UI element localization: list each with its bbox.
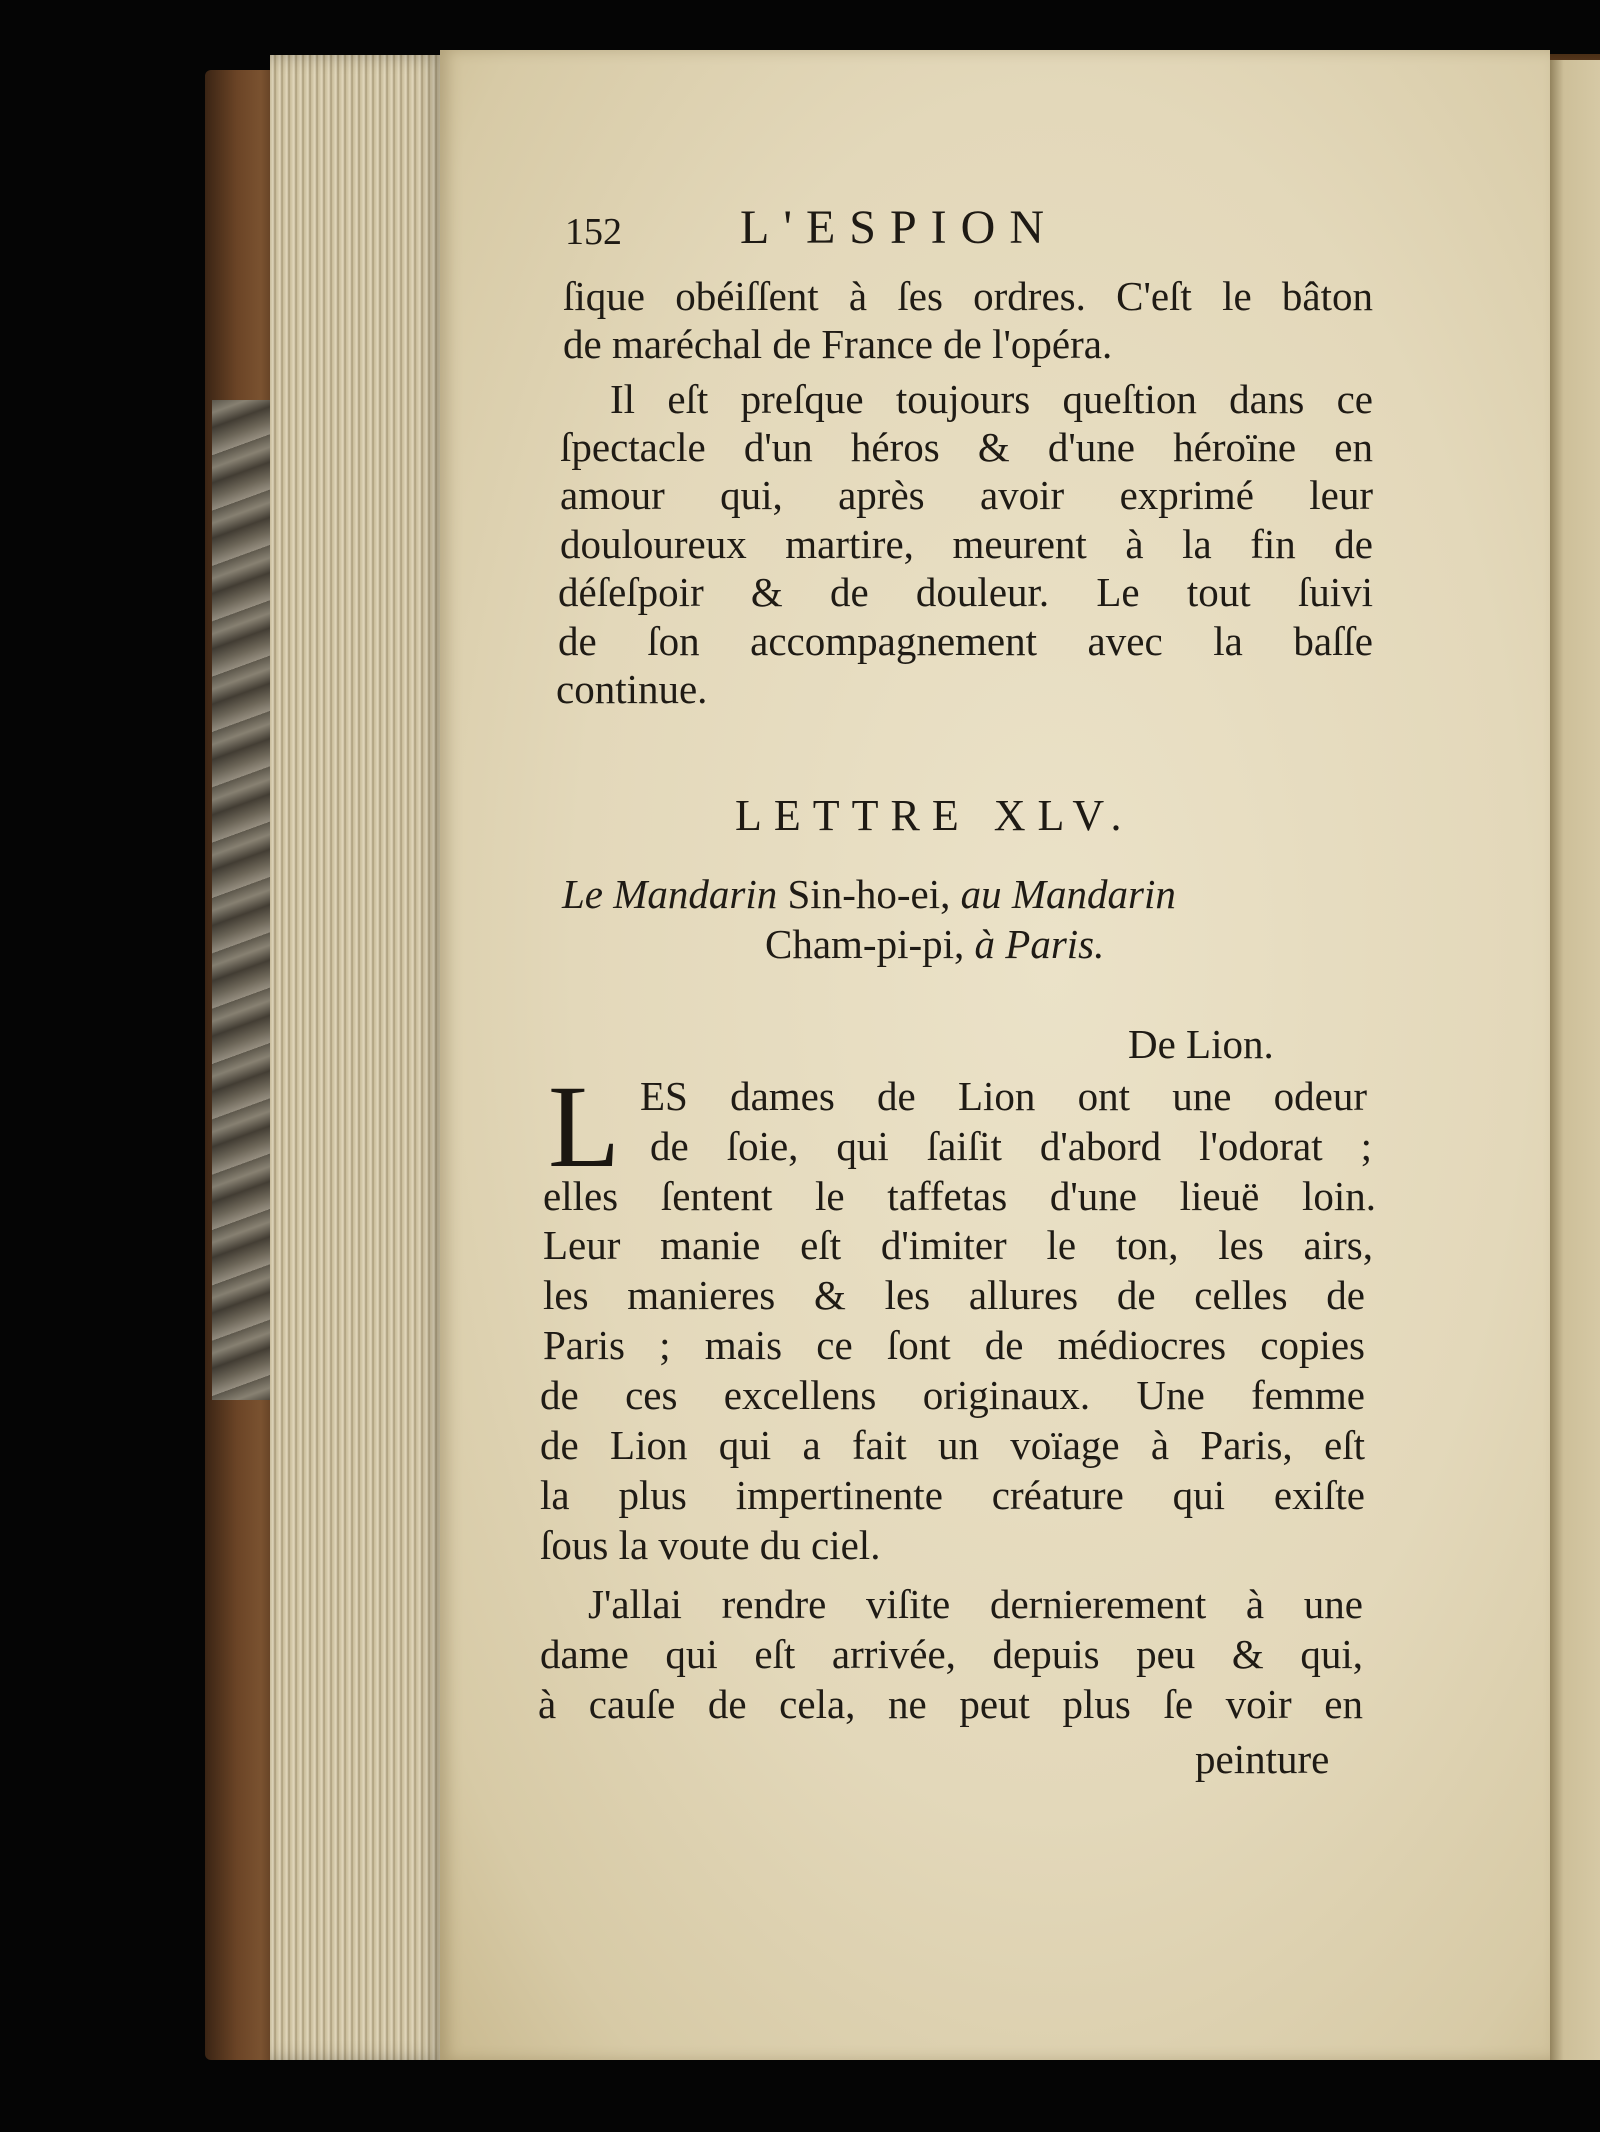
address-recipient: Cham-pi-pi,: [765, 921, 975, 967]
text-line: amour qui, après avoir exprimé leur: [560, 472, 1373, 518]
text-line: la plus impertinente créature qui exiſte: [540, 1472, 1365, 1518]
page-edges: [270, 55, 445, 2060]
running-title: L'ESPION: [740, 201, 1058, 254]
catchword: peinture: [1195, 1736, 1330, 1782]
facing-page-edge: [1548, 60, 1600, 2060]
text-line: de ces excellens originaux. Une femme: [540, 1372, 1365, 1418]
text-line: à cauſe de cela, ne peut plus ſe voir en: [538, 1681, 1363, 1727]
text-line: elles ſentent le taffetas d'une lieuë loin.: [543, 1173, 1376, 1219]
text-line: ES dames de Lion ont une odeur: [640, 1073, 1367, 1119]
text-line: Leur manie eſt d'imiter le ton, les airs,: [543, 1222, 1373, 1268]
address-place: à Paris.: [974, 921, 1105, 967]
text-line: ſpectacle d'un héros & d'une héroïne en: [560, 424, 1373, 470]
text-line: de maréchal de France de l'opéra.: [563, 321, 1113, 367]
text-line: ſous la voute du ciel.: [540, 1522, 881, 1568]
text-line: continue.: [556, 666, 708, 712]
address-title: Le Mandarin: [562, 871, 778, 917]
text-line: J'allai rendre viſite dernierement à une: [588, 1581, 1363, 1627]
text-line: ſique obéiſſent à ſes ordres. C'eſt le bâton: [563, 273, 1373, 319]
letter-title: LETTRE XLV.: [735, 791, 1134, 840]
text-line: Il eſt preſque toujours queſtion dans ce: [610, 376, 1373, 422]
address-line: [765, 920, 1104, 968]
dateline: De Lion.: [1128, 1021, 1274, 1067]
address-recipient-title: au Mandarin: [960, 871, 1176, 917]
text-line: douloureux martire, meurent à la fin de: [560, 521, 1373, 567]
text-line: dame qui eſt arrivée, depuis peu & qui,: [540, 1631, 1363, 1677]
text-line: déſeſpoir & de douleur. Le tout ſuivi: [558, 569, 1373, 615]
text-line: de ſon accompagnement avec la baſſe: [558, 618, 1373, 664]
page-number: 152: [565, 211, 622, 253]
text-line: de ſoie, qui ſaiſit d'abord l'odorat ;: [650, 1123, 1372, 1169]
text-line: Paris ; mais ce ſont de médiocres copies: [543, 1322, 1365, 1368]
address-line: [562, 870, 1375, 918]
text-line: de Lion qui a fait un voïage à Paris, eſt: [540, 1422, 1365, 1468]
drop-cap: L: [548, 1061, 621, 1192]
address-sender: Sin-ho-ei,: [777, 871, 961, 917]
text-line: les manieres & les allures de celles de: [543, 1272, 1365, 1318]
